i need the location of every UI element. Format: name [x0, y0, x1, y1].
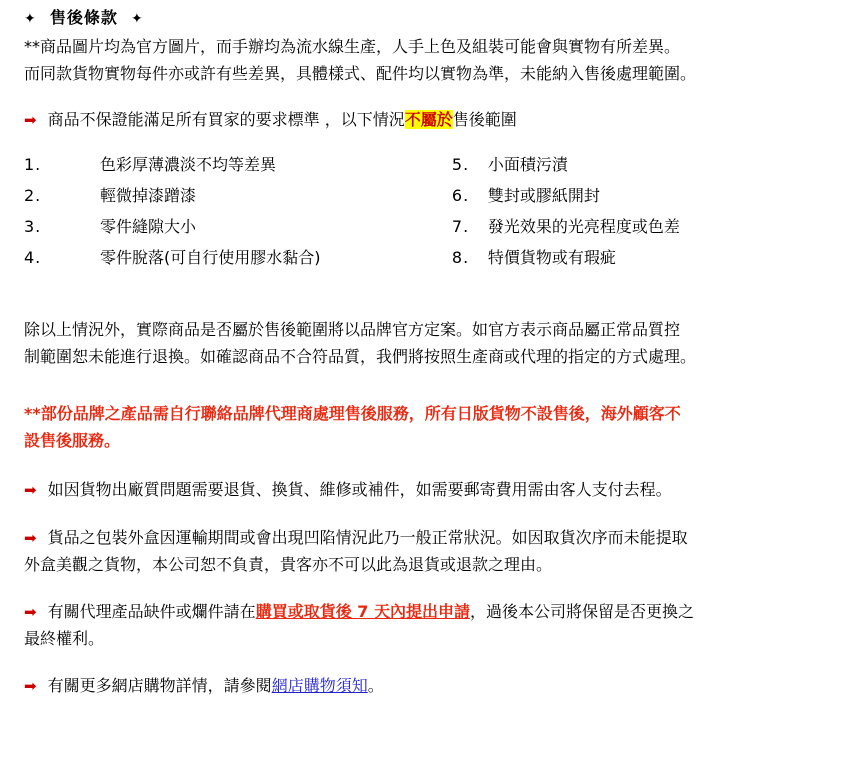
list-item-number: 6.: [451, 185, 470, 205]
spacer: [24, 306, 850, 318]
list-item-number: 2.: [24, 185, 42, 205]
warning-line-1: **部份品牌之產品需自行聯絡品牌代理商處理售後服務，所有日版貨物不設售後，海外顧客不: [24, 403, 681, 423]
list-item: [452, 215, 850, 240]
notice-line: [24, 108, 850, 133]
arrow-icon-bullet-1: ➡: [24, 480, 37, 499]
warning-line-2: 設售後服務。: [24, 430, 121, 450]
footer-text-before: 有關更多網店購物詳情，請參閱: [47, 675, 272, 695]
list-item-number: 1.: [24, 155, 42, 175]
spacer: [24, 96, 850, 108]
list-item: [452, 153, 850, 178]
list-item-label: 色彩厚薄濃淡不均等差異: [100, 155, 277, 175]
spacer: [24, 504, 850, 526]
footer-text-after: 。: [367, 675, 384, 695]
list-item: [452, 246, 850, 271]
list-item-number: 7.: [451, 216, 470, 236]
list-item-label: 零件脫落(可自行使用膠水黏合): [100, 247, 321, 267]
general-line-2: 制範圍恕未能進行退換。如確認商品不合符品質，我們將按照生產商或代理的指定的方式處理。: [24, 347, 697, 367]
claim-emphasis: 購買或取貨後 7 天內提出申請: [255, 601, 470, 621]
list-item-number: 4.: [24, 247, 42, 267]
bullet-return-shipping: [24, 478, 850, 503]
list-item: [452, 184, 850, 209]
list-item-label: 特價貨物或有瑕疵: [487, 247, 616, 267]
spacer: [24, 380, 850, 402]
list-item-label: 零件縫隙大小: [100, 216, 197, 236]
bullet-packaging: [24, 526, 850, 551]
spacer: [24, 578, 850, 600]
list-item: [24, 246, 452, 271]
exclusion-list-right-column: [452, 153, 850, 276]
list-item: [24, 215, 452, 240]
diamond-icon-right: ✦: [131, 11, 144, 27]
intro-line-1: **商品圖片均為官方圖片，而手辦均為流水線生產，人手上色及組裝可能會與實物有所差異。: [24, 36, 681, 56]
arrow-icon-notice: ➡: [24, 111, 37, 130]
spacer: [24, 276, 850, 306]
claim-line-1: [24, 600, 850, 625]
list-item-number: 5.: [451, 155, 470, 175]
bullet-return-shipping-text: 如因貨物出廠質問題需要退貨、換貨、維修或補件，如需要郵寄費用需由客人支付去程。: [47, 479, 672, 499]
general-line-1: 除以上情況外，實際商品是否屬於售後範圍將以品牌官方定案。如官方表示商品屬正常品質控: [24, 320, 681, 340]
footer-line: [24, 674, 850, 699]
list-item-label: 發光效果的光亮程度或色差: [487, 216, 680, 236]
list-item-label: 輕微掉漆蹭漆: [100, 185, 197, 205]
exclusion-list-left-column: [24, 153, 452, 276]
bullet-packaging-text-line-1: 貨品之包裝外盒因運輸期間或會出現凹陷情況此乃一般正常狀況。如因取貨次序而未能提取: [47, 528, 688, 548]
shopping-guide-link[interactable]: 網店購物須知: [271, 675, 368, 695]
diamond-icon-left: ✦: [24, 11, 37, 27]
arrow-icon-claim: ➡: [24, 602, 37, 621]
notice-highlight: 不屬於: [404, 110, 453, 130]
arrow-icon-footer: ➡: [24, 676, 37, 695]
spacer: [24, 135, 850, 147]
intro-line-2: 而同款貨物實物每件亦或許有些差異，具體樣式、配件均以實物為準，未能納入售後處理範圍。: [24, 63, 697, 83]
claim-text-before: 有關代理產品缺件或爛件請在: [47, 601, 256, 621]
list-item-number: 3.: [24, 216, 42, 236]
list-item-label: 雙封或膠紙開封: [487, 185, 600, 205]
list-item-label: 小面積污漬: [487, 155, 568, 175]
list-item: [24, 153, 452, 178]
page-title: [24, 6, 850, 31]
exclusion-list: [24, 153, 850, 276]
spacer: [24, 456, 850, 478]
list-item: [24, 184, 452, 209]
spacer: [24, 652, 850, 674]
page-title-text: 售後條款: [49, 8, 118, 27]
bullet-packaging-text-line-2: 外盒美觀之貨物，本公司恕不負責，貴客亦不可以此為退貨或退款之理由。: [24, 555, 553, 575]
claim-text-after: ，過後本公司將保留是否更換之: [469, 601, 694, 621]
claim-line-2: 最終權利。: [24, 628, 105, 648]
notice-text-before: 商品不保證能滿足所有買家的要求標準 ，以下情況: [47, 110, 405, 130]
arrow-icon-bullet-2: ➡: [24, 529, 37, 548]
notice-text-after: 售後範圍: [452, 110, 517, 130]
list-item-number: 8.: [451, 247, 470, 267]
